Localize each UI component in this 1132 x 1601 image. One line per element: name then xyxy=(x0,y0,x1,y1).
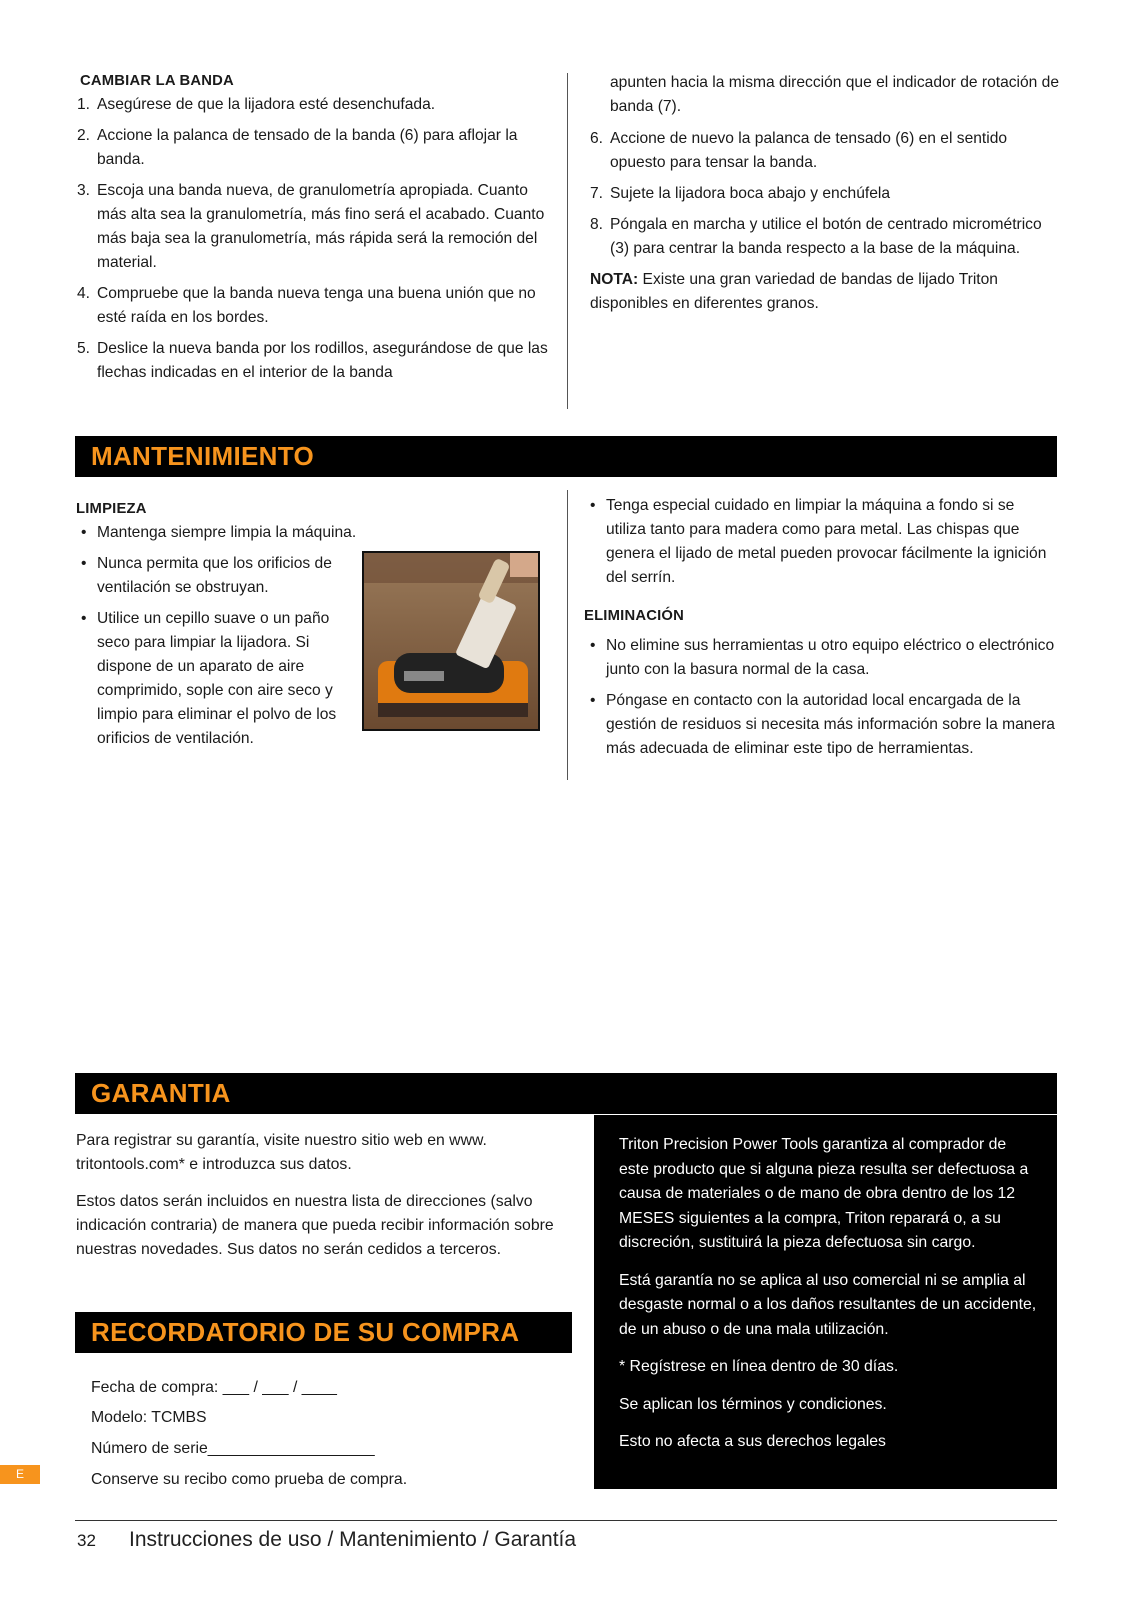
list-item xyxy=(590,494,1058,590)
item-text: Utilice un cepillo suave o un paño seco para limpiar la lijadora. Si dispone de un aparato de aire comprimido, sople con aire seco y limpio para eliminar el polvo de los orificios de ventilación. xyxy=(97,610,337,747)
item-text: Póngase en contacto con la autoridad local encargada de la gestión de residuos si necesita más información sobre la manera más adecuada de eliminar este tipo de herramientas. xyxy=(606,692,1055,757)
bullet: • xyxy=(590,692,596,709)
list-item xyxy=(77,124,557,172)
step-text: Póngala en marcha y utilice el botón de centrado micrométrico (3) para centrar la banda respecto a la base de la máquina. xyxy=(610,216,1042,257)
warranty-box xyxy=(594,1115,1057,1489)
garantia-paragraph-1: Para registrar su garantía, visite nuestro sitio web en www. tritontools.com* e introduzca sus datos. xyxy=(76,1132,487,1173)
garantia-banner: GARANTIA xyxy=(75,1073,1057,1114)
cleaning-photo xyxy=(362,551,540,731)
page-number: 32 xyxy=(77,1531,96,1550)
warranty-text-5: Esto no afecta a sus derechos legales xyxy=(619,1433,886,1450)
list-item xyxy=(77,282,557,330)
step-number: 4. xyxy=(77,285,91,302)
list-item xyxy=(81,607,362,751)
item-text: Tenga especial cuidado en limpiar la máquina a fondo si se utiliza tanto para madera como para metal. Las chispas que genera el lijado de metal pueden provocar fácilmente la ignición del serrín. xyxy=(606,497,1047,586)
list-item xyxy=(590,127,1065,175)
list-item xyxy=(590,689,1058,761)
serial-number-line: Número de serie___________________ xyxy=(91,1440,375,1457)
step-number: 7. xyxy=(590,185,604,202)
limpieza-column xyxy=(76,497,362,758)
warranty-text-1: Triton Precision Power Tools garantiza al comprador de este producto que si alguna pieza resulta ser defectuosa a causa de materiales o de mano de obra dentro de los 12 MESES siguientes a la compra, Triton reparará o, a su discreción, sustituirá la pieza defectuosa sin cargo. xyxy=(619,1136,1029,1251)
list-item xyxy=(590,634,1058,682)
nota-label: NOTA: xyxy=(590,271,639,288)
column-divider xyxy=(567,490,568,780)
step-number: 8. xyxy=(590,216,604,233)
list-item xyxy=(81,552,362,600)
step-number: 3. xyxy=(77,182,91,199)
purchase-date-line: Fecha de compra: ___ / ___ / ____ xyxy=(91,1379,337,1396)
warranty-text-3: * Regístrese en línea dentro de 30 días. xyxy=(619,1358,899,1375)
step-text: Accione de nuevo la palanca de tensado (6) en el sentido opuesto para tensar la banda. xyxy=(610,130,1008,171)
eliminacion-heading: ELIMINACIÓN xyxy=(584,608,685,624)
nota xyxy=(590,268,1065,316)
step-text: Deslice la nueva banda por los rodillos, asegurándose de que las flechas indicadas en el interior de la banda xyxy=(97,340,548,381)
step5-continued: apunten hacia la misma dirección que el indicador de rotación de banda (7). xyxy=(610,74,1060,115)
bullet: • xyxy=(590,637,596,654)
list-item xyxy=(77,337,557,385)
keep-receipt-note: Conserve su recibo como prueba de compra. xyxy=(91,1471,408,1488)
list-item xyxy=(77,93,557,117)
list-item xyxy=(77,179,557,275)
step-text: Compruebe que la banda nueva tenga una buena unión que no esté raída en los bordes. xyxy=(97,285,536,326)
nota-text: Existe una gran variedad de bandas de lijado Triton disponibles en diferentes granos. xyxy=(590,271,998,312)
garantia-paragraph-2: Estos datos serán incluidos en nuestra lista de direcciones (salvo indicación contraria) de manera que pueda recibir información sobre nuestras novedades. Sus datos no serán cedidos a terceros. xyxy=(76,1193,554,1258)
eliminacion-column xyxy=(584,494,1058,768)
list-item xyxy=(81,521,517,545)
step-number: 2. xyxy=(77,127,91,144)
item-text: Nunca permita que los orificios de ventilación se obstruyan. xyxy=(97,555,332,596)
cambiar-left-column xyxy=(77,69,557,392)
step-text: Escoja una banda nueva, de granulometría apropiada. Cuanto más alta sea la granulometría, más fino será el acabado. Cuanto más baja sea la granulometría, más rápida será la remoción del material. xyxy=(97,182,545,271)
bullet: • xyxy=(81,610,87,627)
column-divider xyxy=(567,73,568,409)
step-number: 5. xyxy=(77,340,91,357)
warranty-text-4: Se aplican los términos y condiciones. xyxy=(619,1395,887,1413)
step-number: 6. xyxy=(590,130,604,147)
recordatorio-banner: RECORDATORIO DE SU COMPRA xyxy=(75,1312,572,1353)
item-text: No elimine sus herramientas u otro equipo eléctrico o electrónico junto con la basura normal de la casa. xyxy=(606,637,1055,678)
bullet: • xyxy=(590,497,596,514)
step-number: 1. xyxy=(77,96,91,113)
warranty-text-2: Está garantía no se aplica al uso comercial ni se amplia al desgaste normal o a los daños resultantes de un accidente, de un abuso o de una mala utilización. xyxy=(619,1271,1037,1338)
garantia-left-column xyxy=(76,1129,566,1262)
cambiar-heading: CAMBIAR LA BANDA xyxy=(80,73,234,89)
step-text: Accione la palanca de tensado de la banda (6) para aflojar la banda. xyxy=(97,127,518,168)
footer-rule xyxy=(75,1520,1057,1521)
item-text: Mantenga siempre limpia la máquina. xyxy=(97,524,357,541)
bullet: • xyxy=(81,524,87,541)
sander-cleaning-illustration xyxy=(364,553,538,729)
step-text: Sujete la lijadora boca abajo y enchúfela xyxy=(610,185,891,202)
limpieza-heading: LIMPIEZA xyxy=(76,501,147,517)
bullet: • xyxy=(81,555,87,572)
model-line: Modelo: TCMBS xyxy=(91,1409,207,1426)
mantenimiento-banner: MANTENIMIENTO xyxy=(75,436,1057,477)
cambiar-right-column xyxy=(590,71,1065,316)
list-item xyxy=(590,182,1065,206)
list-item xyxy=(590,213,1065,261)
language-tab: E xyxy=(0,1465,40,1484)
step-text: Asegúrese de que la lijadora esté desenchufada. xyxy=(97,96,436,113)
footer-title: Instrucciones de uso / Mantenimiento / Garantía xyxy=(129,1528,577,1551)
